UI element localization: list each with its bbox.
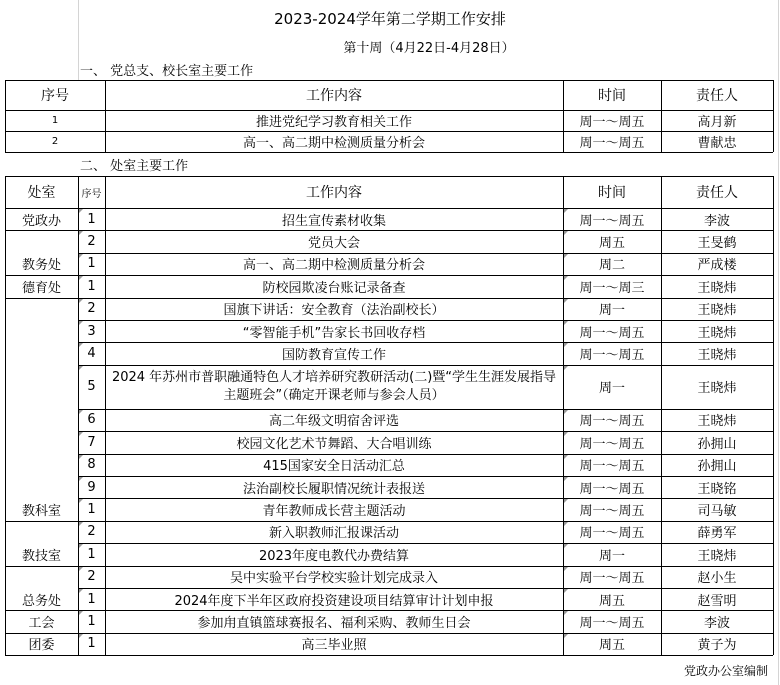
cell-comment-marker: [564, 366, 568, 370]
table-row: [5, 476, 773, 498]
owner-cell: 赵小生: [697, 571, 737, 587]
cell-comment-marker: [564, 477, 568, 481]
dept-cell: [5, 566, 78, 588]
cell-comment-marker: [79, 254, 83, 258]
table-rule: [5, 521, 773, 522]
table-rule: [5, 176, 6, 655]
seq-cell: 2: [78, 230, 105, 252]
content-cell: 国防教育宣传工作: [281, 348, 386, 364]
dept-cell: [5, 454, 78, 476]
table-rule: [78, 176, 79, 655]
department-table: [5, 176, 773, 655]
seq-cell: 1: [78, 610, 105, 632]
seq-cell: 9: [78, 476, 105, 498]
header-owner-cell: 责任人: [696, 88, 738, 104]
content-cell: 国旗下讲话：安全教育（法治副校长）: [223, 303, 445, 319]
table-rule: [773, 80, 774, 152]
table-row: [5, 298, 773, 320]
table-rule: [5, 230, 773, 231]
table-rule: [661, 176, 662, 655]
dept-cell: [5, 365, 78, 409]
time-cell: 周五: [563, 588, 661, 610]
time-cell: 周一～周五: [563, 498, 661, 520]
gridline: [778, 0, 779, 685]
dept-cell: [5, 298, 78, 320]
week-subtitle: 第十周（4月22日-4月28日）: [343, 40, 515, 56]
seq-cell: 1: [78, 208, 105, 230]
owner-cell: 王晓炜: [697, 348, 737, 364]
cell-comment-marker: [564, 231, 568, 235]
table-rule: [661, 80, 662, 152]
content-cell: 防校园欺凌台账记录备查: [262, 280, 406, 296]
seq-cell: 2: [78, 566, 105, 588]
table-rule: [5, 655, 773, 656]
table-row: [5, 454, 773, 476]
owner-cell: 王晓炜: [697, 325, 737, 341]
time-cell: 周五: [563, 230, 661, 252]
cell-comment-marker: [79, 611, 83, 615]
content-cell: 党员大会: [307, 236, 360, 252]
table-row: [5, 521, 773, 543]
content-cell: 新入职教师汇报课活动: [268, 526, 399, 542]
content-cell: “零智能手机”告家长书回收存档: [242, 325, 426, 341]
table-rule: [5, 566, 773, 567]
dept-cell: 党政办: [21, 213, 61, 229]
table-row: [5, 588, 773, 610]
dept-cell: 总务处: [21, 593, 61, 609]
owner-cell: 王晓炜: [697, 381, 737, 397]
table-row: [5, 610, 773, 632]
owner-cell: 严成楼: [697, 258, 737, 274]
cell-comment-marker: [564, 455, 568, 459]
table-rule: [78, 409, 773, 410]
dept-cell: 教技室: [21, 548, 61, 564]
time-cell: 周一: [563, 365, 661, 409]
table-rule: [5, 298, 773, 299]
header-seq-cell: 序号: [81, 188, 102, 200]
table-row: [5, 110, 773, 131]
seq-cell: 2: [78, 298, 105, 320]
table-row: [5, 543, 773, 565]
table-rule: [78, 543, 773, 544]
cell-comment-marker: [564, 299, 568, 303]
table-row: [5, 409, 773, 431]
owner-cell: 孙拥山: [697, 459, 737, 475]
table-rule: [78, 365, 773, 366]
content-cell: 招生宣传素材收集: [281, 213, 386, 229]
seq-cell: 1: [78, 253, 105, 275]
table-rule: [5, 610, 773, 611]
owner-cell: 黄子为: [697, 638, 737, 654]
header-dept-cell: 处室: [27, 185, 56, 201]
time-cell: 周一～周五: [563, 521, 661, 543]
header-content-cell: 工作内容: [306, 185, 362, 201]
table-rule: [563, 80, 564, 152]
cell-comment-marker: [564, 343, 568, 347]
dept-cell: [5, 431, 78, 453]
owner-cell: 李波: [703, 616, 730, 632]
cell-comment-marker: [79, 343, 83, 347]
subtitle-row: [0, 35, 780, 57]
table-row: [5, 431, 773, 453]
owner-cell: 王晓铭: [697, 481, 737, 497]
table-rule: [5, 110, 773, 111]
content-cell: 校园文化艺术节舞蹈、大合唱训练: [236, 436, 432, 452]
dept-cell: 团委: [28, 638, 55, 654]
dept-cell: 教务处: [21, 258, 61, 274]
time-cell: 周一～周五: [563, 610, 661, 632]
time-cell: 周五: [563, 633, 661, 655]
table-rule: [5, 80, 773, 81]
table-rule: [78, 454, 773, 455]
section2-heading: 二、 处室主要工作: [80, 158, 189, 174]
cell-comment-marker: [564, 611, 568, 615]
seq-cell: 1: [78, 498, 105, 520]
table-row: [5, 498, 773, 520]
dept-cell: [5, 409, 78, 431]
dept-cell: 教科室: [21, 504, 61, 520]
cell-comment-marker: [564, 522, 568, 526]
table-row: [5, 342, 773, 364]
owner-cell: 李波: [703, 213, 730, 229]
seq-cell: 8: [78, 454, 105, 476]
content-cell: 推进党纪学习教育相关工作: [255, 115, 412, 130]
table-rule: [78, 588, 773, 589]
header-content-cell: 工作内容: [306, 88, 362, 104]
table-header-row: [5, 80, 773, 110]
section2-heading-row: [0, 152, 780, 176]
time-cell: 周一～周五: [579, 115, 645, 130]
owner-cell: 王晓炜: [697, 414, 737, 430]
cell-comment-marker: [564, 209, 568, 213]
table-row: [5, 633, 773, 655]
table-row: [5, 131, 773, 152]
leadership-table: [5, 80, 773, 152]
seq-cell: 2: [51, 136, 59, 147]
owner-cell: 孙拥山: [697, 436, 737, 452]
table-row: [5, 275, 773, 297]
time-cell: 周一: [563, 298, 661, 320]
table-rule: [5, 208, 773, 209]
dept-cell: [5, 342, 78, 364]
dept-cell: 德育处: [21, 280, 61, 296]
seq-cell: 1: [78, 633, 105, 655]
content-cell: 法治副校长履职情况统计表报送: [242, 481, 425, 497]
table-rule: [773, 176, 774, 655]
table-rule: [563, 176, 564, 655]
content-cell: 415国家安全日活动汇总: [263, 459, 405, 475]
table-rule: [78, 431, 773, 432]
cell-comment-marker: [79, 567, 83, 571]
time-cell: 周一～周五: [563, 208, 661, 230]
cell-comment-marker: [79, 321, 83, 325]
owner-cell: 王晓炜: [697, 548, 737, 564]
time-cell: 周一～周五: [563, 454, 661, 476]
time-cell: 周一～周五: [563, 566, 661, 588]
cell-comment-marker: [564, 321, 568, 325]
owner-cell: 司马敏: [697, 504, 737, 520]
dept-cell: [5, 476, 78, 498]
page-title: 2023-2024学年第二学期工作安排: [274, 9, 506, 28]
section1-heading-row: [0, 58, 780, 80]
dept-cell: [5, 320, 78, 342]
cell-comment-marker: [564, 589, 568, 593]
owner-cell: 曹献忠: [697, 136, 737, 151]
cell-comment-marker: [564, 410, 568, 414]
cell-comment-marker: [564, 634, 568, 638]
content-cell: 2023年度电教代办费结算: [258, 548, 410, 564]
time-cell: 周一～周五: [563, 342, 661, 364]
content-cell: 高三毕业照: [301, 638, 367, 654]
seq-cell: 1: [78, 543, 105, 565]
time-cell: 周一～周五: [563, 320, 661, 342]
time-cell: 周一～周五: [563, 476, 661, 498]
title-row: [0, 6, 780, 30]
table-rule: [5, 275, 773, 276]
table-rule: [5, 176, 773, 177]
table-rule: [105, 176, 106, 655]
cell-comment-marker: [79, 410, 83, 414]
content-cell: 2024年度下半年区政府投资建设项目结算审计计划申报: [174, 593, 494, 609]
table-rule: [78, 342, 773, 343]
cell-comment-marker: [79, 366, 83, 370]
seq-cell: 5: [78, 365, 105, 409]
cell-comment-marker: [79, 209, 83, 213]
content-cell: 2024 年苏州市普职融通特色人才培养研究教研活动(二)暨“学生生涯发展指导主题班会”（确定开课老师与参会人员）: [111, 369, 557, 403]
cell-comment-marker: [564, 254, 568, 258]
table-row: [5, 253, 773, 275]
cell-comment-marker: [564, 276, 568, 280]
time-cell: 周一～周五: [563, 431, 661, 453]
dept-cell: [5, 521, 78, 543]
cell-comment-marker: [79, 455, 83, 459]
cell-comment-marker: [564, 544, 568, 548]
section1-heading: 一、 党总支、校长室主要工作: [80, 63, 254, 79]
table-rule: [5, 131, 773, 132]
table-row: [5, 566, 773, 588]
seq-cell: 7: [78, 431, 105, 453]
owner-cell: 高月新: [697, 115, 737, 130]
seq-cell: 6: [78, 409, 105, 431]
content-cell: 高一、高二期中检测质量分析会: [242, 258, 425, 274]
seq-cell: 4: [78, 342, 105, 364]
content-cell: 高一、高二期中检测质量分析会: [242, 136, 425, 151]
cell-comment-marker: [79, 544, 83, 548]
dept-cell: [5, 230, 78, 252]
table-rule: [78, 498, 773, 499]
seq-cell: 1: [51, 115, 59, 126]
owner-cell: 赵雪明: [697, 593, 737, 609]
seq-cell: 1: [78, 588, 105, 610]
content-cell: 青年教师成长营主题活动: [262, 504, 406, 520]
time-cell: 周二: [563, 253, 661, 275]
cell-comment-marker: [79, 276, 83, 280]
header-time-cell: 时间: [598, 88, 626, 104]
table-row: [5, 230, 773, 252]
table-row: [5, 365, 773, 409]
content-cell: 参加甪直镇篮球赛报名、福利采购、教师生日会: [197, 616, 471, 632]
cell-comment-marker: [79, 634, 83, 638]
table-rule: [78, 253, 773, 254]
cell-comment-marker: [79, 299, 83, 303]
dept-cell: 工会: [28, 616, 55, 632]
cell-comment-marker: [79, 499, 83, 503]
seq-cell: 3: [78, 320, 105, 342]
time-cell: 周一～周五: [563, 409, 661, 431]
content-cell: 吴中实验平台学校实验计划完成录入: [229, 571, 438, 587]
time-cell: 周一～周五: [579, 136, 645, 151]
table-rule: [5, 633, 773, 634]
table-row: [5, 320, 773, 342]
table-header-row: [5, 176, 773, 208]
seq-cell: 2: [78, 521, 105, 543]
header-owner-cell: 责任人: [696, 185, 738, 201]
cell-comment-marker: [79, 477, 83, 481]
owner-cell: 王晓炜: [697, 280, 737, 296]
owner-cell: 薛勇军: [697, 526, 737, 542]
cell-comment-marker: [79, 432, 83, 436]
table-rule: [78, 476, 773, 477]
table-row: [5, 208, 773, 230]
seq-cell: 1: [78, 275, 105, 297]
cell-comment-marker: [79, 589, 83, 593]
content-cell: 高二年级文明宿舍评选: [268, 414, 399, 430]
table-rule: [105, 80, 106, 152]
time-cell: 周一～周三: [563, 275, 661, 297]
table-rule: [5, 80, 6, 152]
cell-comment-marker: [79, 231, 83, 235]
cell-comment-marker: [79, 522, 83, 526]
table-rule: [78, 320, 773, 321]
owner-cell: 王晓炜: [697, 303, 737, 319]
header-time-cell: 时间: [598, 185, 626, 201]
footer-credit: 党政办公室编制: [683, 664, 768, 678]
header-seq-cell: 序号: [41, 88, 69, 104]
cell-comment-marker: [564, 432, 568, 436]
cell-comment-marker: [564, 499, 568, 503]
time-cell: 周一: [563, 543, 661, 565]
cell-comment-marker: [564, 567, 568, 571]
owner-cell: 王旻鹤: [697, 236, 737, 252]
